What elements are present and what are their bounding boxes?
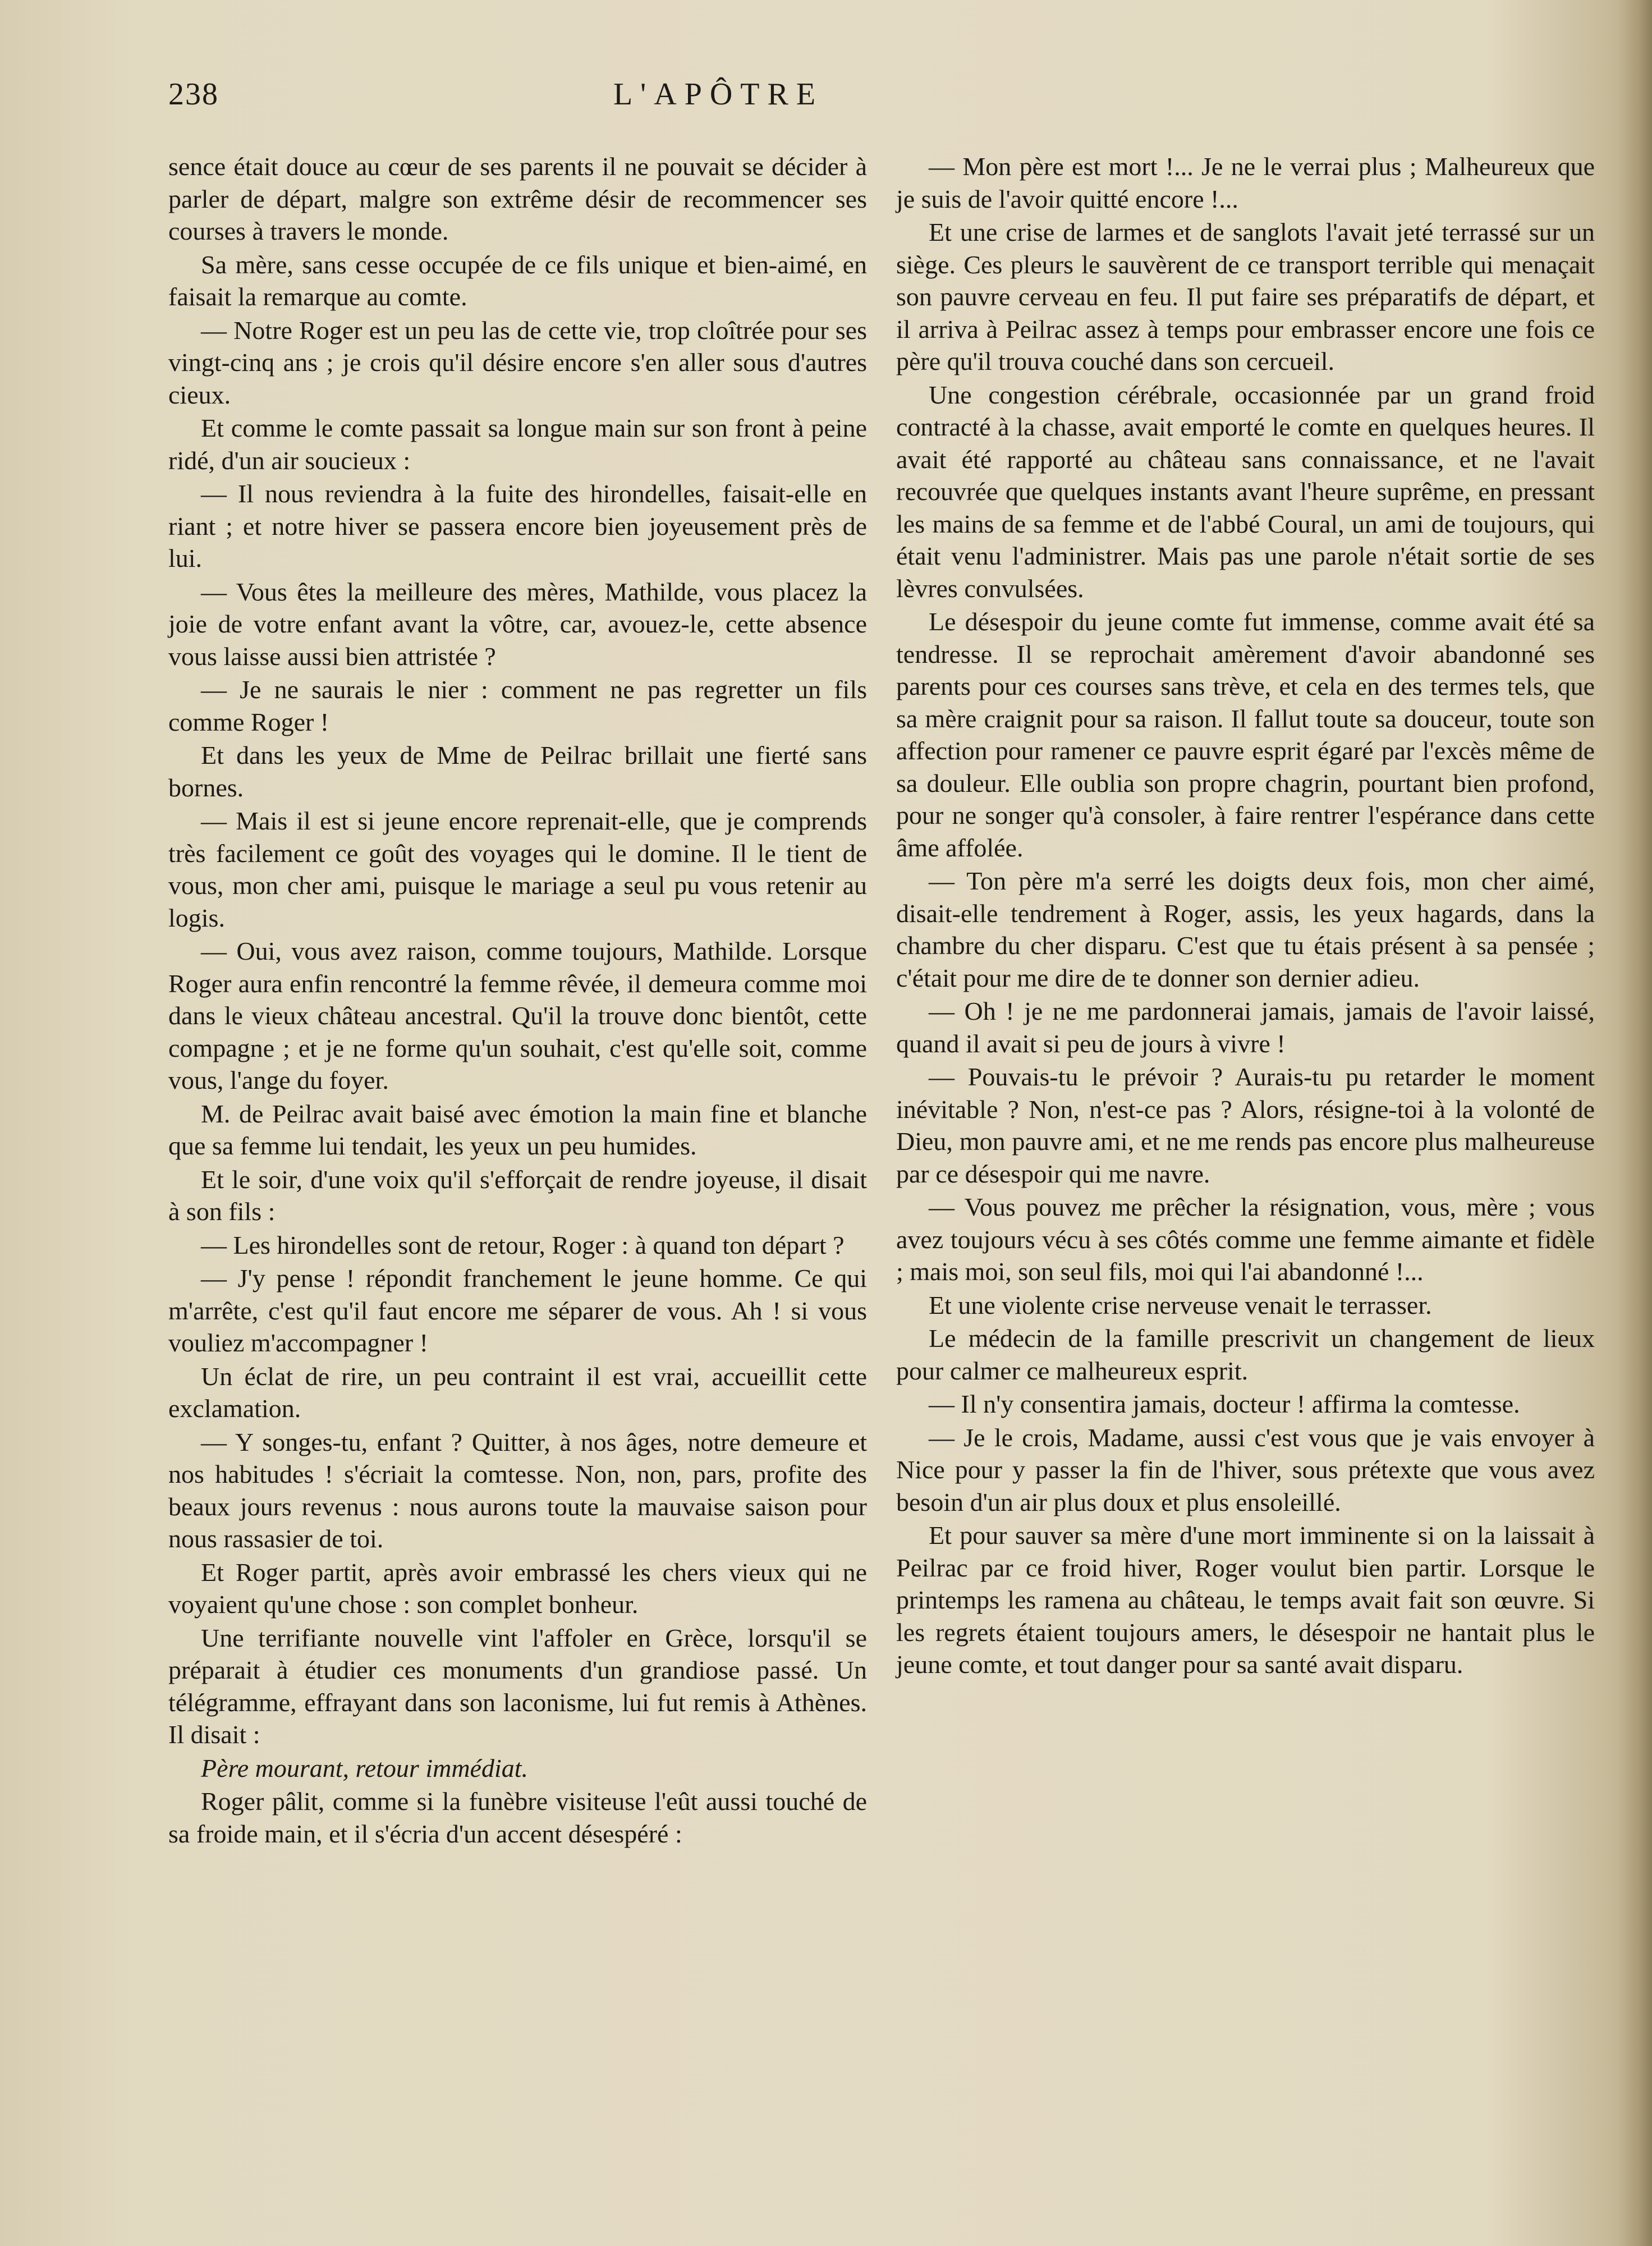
left-column — [168, 150, 867, 1851]
paragraph: Et le soir, d'une voix qu'il s'efforçait de rendre joyeuse, il disait à son fils : — [168, 1165, 867, 1226]
paragraph: — Oui, vous avez raison, comme toujours, Mathilde. Lorsque Roger aura enfin rencontré la femme rêvée, il demeura comme moi dans le vieux château ancestral. Qu'il la trouve donc bientôt, cette compagne ; et je ne forme qu'un souhait, c'est qu'elle soit, comme vous, l'ange du foyer. — [168, 937, 867, 1094]
page-header — [168, 72, 1594, 122]
paragraph: Une congestion cérébrale, occasionnée par un grand froid contracté à la chasse, avait emporté le comte en quelques heures. Il avait été rapporté au château sans connaissance, et ne l'avait recouvrée que quelques instants avant l'heure suprême, en pressant les mains de sa femme et de l'abbé Coural, un ami de toujours, qui était venu l'administrer. Mais pas une parole n'était sortie de ses lèvres convulsées. — [896, 380, 1595, 603]
paragraph: Roger pâlit, comme si la funèbre visiteuse l'eût aussi touché de sa froide main, et il s'écria d'un accent désespéré : — [168, 1787, 867, 1848]
right-column — [896, 150, 1595, 1682]
paragraph: Et dans les yeux de Mme de Peilrac brillait une fierté sans bornes. — [168, 741, 867, 802]
paragraph: Une terrifiante nouvelle vint l'affoler en Grèce, lorsqu'il se préparait à étudier ces monuments d'un grandiose passé. Un télégramme, effrayant dans son laconisme, lui fut remis à Athènes. Il disait : — [168, 1623, 867, 1749]
paragraph: — Je ne saurais le nier : comment ne pas regretter un fils comme Roger ! — [168, 675, 867, 736]
paragraph: — Vous pouvez me prêcher la résignation, vous, mère ; vous avez toujours vécu à ses côtés comme une femme aimante et fidèle ; mais moi, son seul fils, moi qui l'ai abandonné !... — [896, 1193, 1595, 1286]
page-edge-shadow — [1618, 0, 1652, 2246]
paragraph: — Y songes-tu, enfant ? Quitter, à nos âges, notre demeure et nos habitudes ! s'écriait la comtesse. Non, non, pars, profite des beaux jours revenus : nous aurons toute la mauvaise saison pour nous rassasier de toi. — [168, 1427, 867, 1553]
paragraph: — Mon père est mort !... Je ne le verrai plus ; Malheureux que je suis de l'avoir quitté encore !... — [896, 152, 1595, 213]
paragraph: — Pouvais-tu le prévoir ? Aurais-tu pu retarder le moment inévitable ? Non, n'est-ce pas ? Alors, résigne-toi à la volonté de Dieu, mon pauvre ami, et ne me rends pas encore plus malheureuse par ce désespoir qui me navre. — [896, 1062, 1595, 1188]
paragraph: Et une violente crise nerveuse venait le terrasser. — [929, 1290, 1432, 1319]
paragraph: — Il nous reviendra à la fuite des hirondelles, faisait-elle en riant ; et notre hiver se passera encore bien joyeusement près de lui. — [168, 479, 867, 572]
paragraph: — Notre Roger est un peu las de cette vie, trop cloîtrée pour ses vingt-cinq ans ; je crois qu'il désire encore s'en aller sous d'autres cieux. — [168, 315, 867, 409]
paragraph: Et pour sauver sa mère d'une mort imminente si on la laissait à Peilrac par ce froid hiver, Roger voulut bien partir. Lorsque le printemps les ramena au château, le temps avait fait son œuvre. Si les regrets étaient toujours amers, le désespoir ne hantait plus le jeune comte, et tout danger pour sa santé avait disparu. — [896, 1521, 1595, 1679]
paragraph: — Mais il est si jeune encore reprenait-elle, que je comprends très facilement ce goût des voyages qui le domine. Il le tient de vous, mon cher ami, puisque le mariage a seul pu vous retenir au logis. — [168, 806, 867, 932]
running-title: L'APÔTRE — [613, 77, 824, 112]
paragraph: Le médecin de la famille prescrivit un changement de lieux pour calmer ce malheureux esprit. — [896, 1324, 1595, 1385]
paragraph: — Les hirondelles sont de retour, Roger : à quand ton départ ? — [201, 1230, 845, 1259]
paragraph: Et comme le comte passait sa longue main sur son front à peine ridé, d'un air soucieux : — [168, 414, 867, 475]
paragraph: M. de Peilrac avait baisé avec émotion la main fine et blanche que sa femme lui tendait, les yeux un peu humides. — [168, 1099, 867, 1160]
page-number: 238 — [168, 77, 219, 112]
paragraph: Sa mère, sans cesse occupée de ce fils unique et bien-aimé, en faisait la remarque au comte. — [168, 250, 867, 311]
paragraph: Un éclat de rire, un peu contraint il est vrai, accueillit cette exclamation. — [168, 1362, 867, 1423]
paragraph: Et Roger partit, après avoir embrassé les chers vieux qui ne voyaient qu'une chose : son complet bonheur. — [168, 1557, 867, 1619]
paragraph: — J'y pense ! répondit franchement le jeune homme. Ce qui m'arrête, c'est qu'il faut encore me séparer de vous. Ah ! si vous vouliez m'accompagner ! — [168, 1264, 867, 1357]
paragraph: Et une crise de larmes et de sanglots l'avait jeté terrassé sur un siège. Ces pleurs le sauvèrent de ce transport terrible qui menaçait son pauvre cerveau en feu. Il put faire ses préparatifs de départ, et il arriva à Peilrac assez à temps pour embrasser encore une fois ce père qu'il trouva couché dans son cercueil. — [896, 218, 1595, 375]
paragraph: — Il n'y consentira jamais, docteur ! affirma la comtesse. — [929, 1390, 1520, 1418]
telegram-text: Père mourant, retour immédiat. — [201, 1753, 529, 1782]
paragraph: — Ton père m'a serré les doigts deux fois, mon cher aimé, disait-elle tendrement à Roger, assis, les yeux hagards, dans la chambre du cher disparu. C'est que tu étais présent à sa pensée ; c'était pour me dire de te donner son dernier adieu. — [896, 867, 1595, 992]
paragraph: — Oh ! je ne me pardonnerai jamais, jamais de l'avoir laissé, quand il avait si peu de jours à vivre ! — [896, 997, 1595, 1058]
paragraph: — Je le crois, Madame, aussi c'est vous que je vais envoyer à Nice pour y passer la fin de l'hiver, sous prétexte que vous avez besoin d'un air plus doux et plus ensoleillé. — [896, 1423, 1595, 1516]
paragraph: — Vous êtes la meilleure des mères, Mathilde, vous placez la joie de votre enfant avant la vôtre, car, avouez-le, cette absence vous laisse aussi bien attristée ? — [168, 577, 867, 671]
paragraph: Le désespoir du jeune comte fut immense, comme avait été sa tendresse. Il se reprochait amèrement d'avoir abandonné ses parents pour ces courses sans trève, et cela en des termes tels, que sa mère craignit pour sa raison. Il fallut toute sa douceur, toute son affection pour ramener ce pauvre esprit égaré par l'excès même de sa douleur. Elle oublia son propre chagrin, pourtant bien profond, pour ne songer qu'à consoler, à faire rentrer l'espérance dans cette âme affolée. — [896, 607, 1595, 862]
paragraph: sence était douce au cœur de ses parents il ne pouvait se décider à parler de départ, malgre son extrême désir de recommencer ses courses à travers le monde. — [168, 152, 867, 245]
